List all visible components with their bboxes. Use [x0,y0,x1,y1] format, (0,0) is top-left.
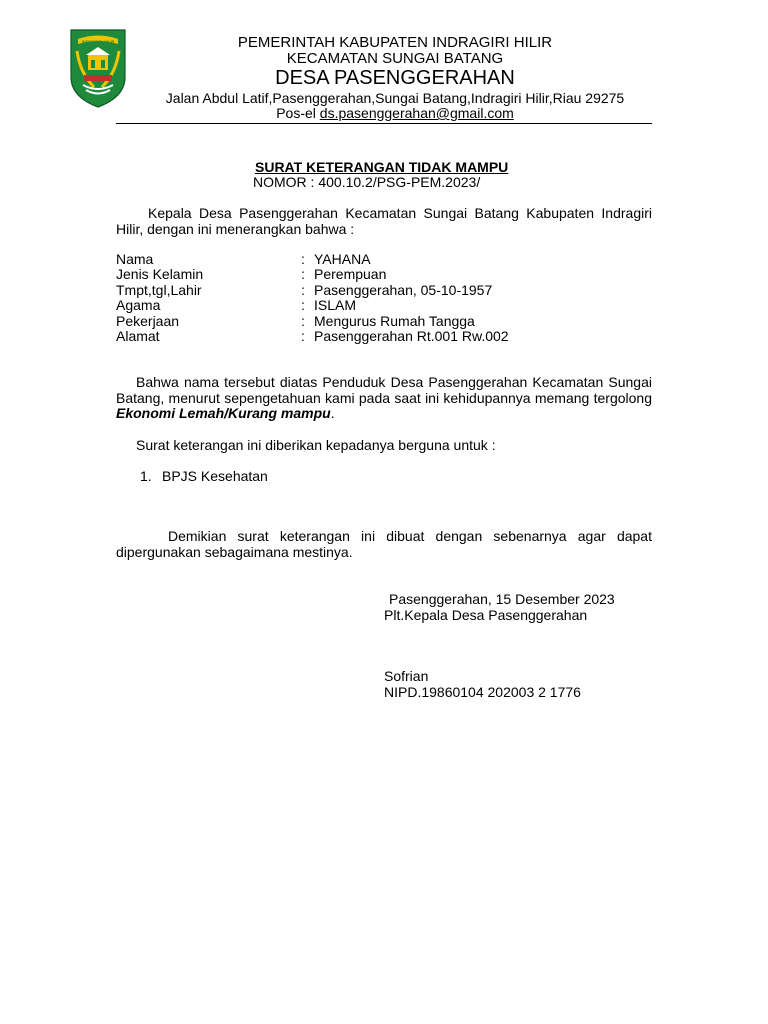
field-colon: : [301,297,305,313]
field-value-name: YAHANA [314,251,371,267]
email-prefix: Pos-el [276,105,320,121]
closing-paragraph: Demikian surat keterangan ini dibuat dengan sebenarnya agar dapat dipergunakan sebagaimana mestinya. [116,528,652,560]
letterhead-email-line [140,105,650,121]
field-colon: : [301,282,305,298]
field-value-occupation: Mengurus Rumah Tangga [314,313,475,329]
statement-paragraph [116,375,652,422]
field-value-gender: Perempuan [314,266,387,282]
regency-emblem-logo [68,27,128,109]
field-value-birth: Pasenggerahan, 05-10-1957 [314,282,493,298]
statement-end: . [330,405,335,421]
letterhead-address: Jalan Abdul Latif,Pasenggerahan,Sungai Batang,Indragiri Hilir,Riau 29275 [165,90,625,106]
email-link[interactable]: ds.pasenggerahan@gmail.com [319,105,514,121]
letterhead-village: DESA PASENGGERAHAN [275,67,515,89]
field-colon: : [301,313,305,329]
field-label-religion: Agama [116,297,161,313]
letter-title: SURAT KETERANGAN TIDAK MAMPU [255,159,509,175]
emblem-text: INDRAGIRI HILIR [81,39,115,44]
purpose-intro: Surat keterangan ini diberikan kepadanya berguna untuk : [136,437,496,453]
letterhead-district: KECAMATAN SUNGAI BATANG [286,50,504,67]
field-label-address: Alamat [116,328,160,344]
field-value-address: Pasenggerahan Rt.001 Rw.002 [314,328,509,344]
purpose-list-number: 1. [140,468,152,484]
letterhead-divider [116,123,652,124]
field-label-name: Nama [116,251,154,267]
statement-emphasis: Ekonomi Lemah/Kurang mampu [116,405,331,421]
field-colon: : [301,251,305,267]
field-colon: : [301,328,305,344]
intro-paragraph: Kepala Desa Pasenggerahan Kecamatan Sungai Batang Kabupaten Indragiri Hilir, dengan ini menerangkan bahwa : [116,205,652,237]
signature-place-date: Pasenggerahan, 15 Desember 2023 [389,591,615,607]
field-value-religion: ISLAM [314,297,357,313]
letterhead-government: PEMERINTAH KABUPATEN INDRAGIRI HILIR [237,34,553,51]
signature-role: Plt.Kepala Desa Pasenggerahan [384,607,588,623]
field-label-gender: Jenis Kelamin [116,266,204,282]
field-colon: : [301,266,305,282]
letter-number: NOMOR : 400.10.2/PSG-PEM.2023/ [253,174,481,190]
field-label-occupation: Pekerjaan [116,313,180,329]
statement-text: Bahwa nama tersebut diatas Penduduk Desa Pasenggerahan Kecamatan Sungai Batang, menurut sepengetahuan kami pada saat ini kehidupannya memang tergolong [116,374,652,406]
purpose-list-item: BPJS Kesehatan [162,468,268,484]
signature-name: Sofrian [384,668,429,684]
field-label-birth: Tmpt,tgl,Lahir [116,282,202,298]
signature-nipd: NIPD.19860104 202003 2 1776 [384,684,581,700]
